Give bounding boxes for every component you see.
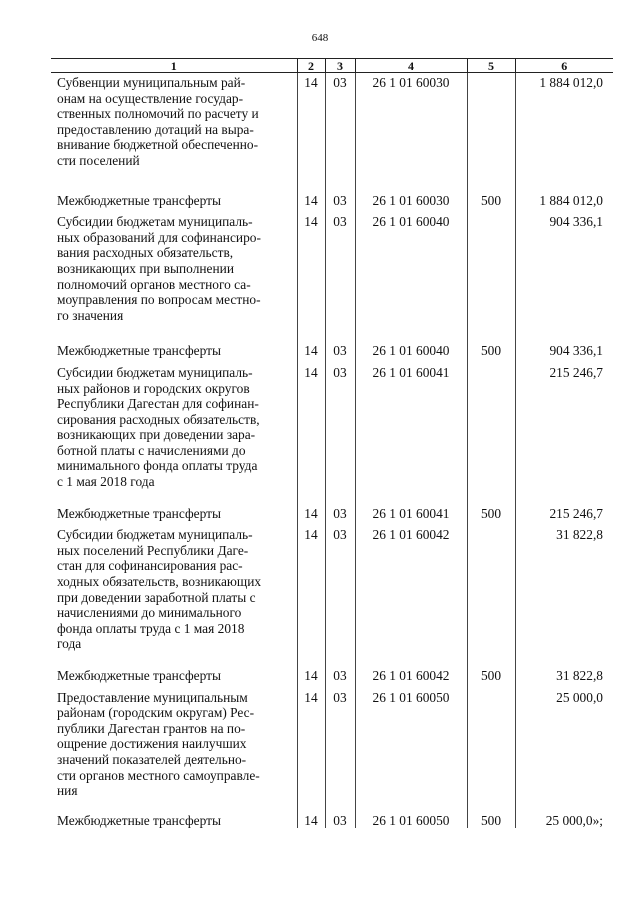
table-row [51, 73, 613, 169]
cell-subsection: 03 [325, 73, 355, 169]
cell-target-code: 26 1 01 60040 [355, 214, 467, 323]
cell-section: 14 [297, 193, 325, 209]
cell-subsection: 03 [325, 690, 355, 799]
cell-expense-type: 500 [467, 193, 515, 209]
cell-section: 14 [297, 527, 325, 652]
cell-expense-type [467, 527, 515, 652]
cell-amount: 904 336,1 [549, 343, 603, 359]
cell-description: Предоставление муниципальным районам (городским округам) Рес- публики Дагестан грантов на по- ощрение достижения наилучших значений показателей деятельно- сти органов местного самоуправле- ния [51, 690, 297, 799]
cell-expense-type: 500 [467, 668, 515, 684]
table-row [51, 813, 613, 829]
cell-subsection: 03 [325, 193, 355, 209]
cell-section: 14 [297, 506, 325, 522]
cell-description: Субсидии бюджетам муниципаль- ных образований для софинансиро- вания расходных обязательств, возникающих при выполнении полномочий органов местного са- моуправления по вопросам местно- го значения [51, 214, 297, 323]
table-row [51, 506, 613, 522]
row-spacer [51, 169, 613, 193]
budget-table [51, 58, 613, 828]
cell-target-code: 26 1 01 60030 [355, 193, 467, 209]
cell-target-code: 26 1 01 60050 [355, 813, 467, 829]
col-header-5: 5 [467, 59, 515, 73]
page-number: 648 [311, 32, 329, 44]
table-row [51, 527, 613, 652]
cell-section: 14 [297, 690, 325, 799]
cell-expense-type [467, 690, 515, 799]
cell-description: Межбюджетные трансферты [51, 343, 297, 359]
row-spacer [51, 652, 613, 668]
cell-section: 14 [297, 73, 325, 169]
col-header-3: 3 [325, 59, 355, 73]
row-spacer [51, 323, 613, 343]
cell-amount: 1 884 012,0 [539, 75, 603, 90]
cell-target-code: 26 1 01 60050 [355, 690, 467, 799]
cell-description: Межбюджетные трансферты [51, 193, 297, 209]
cell-target-code: 26 1 01 60040 [355, 343, 467, 359]
cell-amount: 31 822,8 [556, 668, 603, 683]
cell-target-code: 26 1 01 60041 [355, 365, 467, 490]
cell-section: 14 [297, 214, 325, 323]
cell-subsection: 03 [325, 668, 355, 684]
table-row [51, 365, 613, 490]
cell-subsection: 03 [325, 506, 355, 522]
col-header-1: 1 [51, 59, 297, 73]
cell-target-code: 26 1 01 60030 [355, 73, 467, 169]
cell-expense-type [467, 365, 515, 490]
cell-amount: 25 000,0 [556, 689, 603, 705]
cell-subsection: 03 [325, 214, 355, 323]
cell-description: Межбюджетные трансферты [51, 668, 297, 684]
col-header-4: 4 [355, 59, 467, 73]
cell-description: Межбюджетные трансферты [51, 506, 297, 522]
cell-section: 14 [297, 343, 325, 359]
col-header-6: 6 [515, 59, 613, 73]
cell-expense-type [467, 73, 515, 169]
table-row [51, 193, 613, 209]
cell-section: 14 [297, 365, 325, 490]
table-row [51, 690, 613, 799]
col-header-2: 2 [297, 59, 325, 73]
cell-description: Субсидии бюджетам муниципаль- ных районов и городских округов Республики Дагестан для софинан- сирования расходных обязательств, возникающих при доведении зара- ботной платы с начислениями до минимального фонда оплаты труда с 1 мая 2018 года [51, 365, 297, 490]
cell-description: Субвенции муниципальным рай- онам на осуществление государ- ственных полномочий по расчету и предоставлению дотаций на выра- внивание бюджетной обеспеченно- сти поселений [51, 73, 297, 169]
cell-subsection: 03 [325, 813, 355, 829]
table-row [51, 214, 613, 323]
cell-expense-type: 500 [467, 813, 515, 829]
cell-target-code: 26 1 01 60041 [355, 506, 467, 522]
cell-subsection: 03 [325, 343, 355, 359]
cell-expense-type: 500 [467, 506, 515, 522]
cell-target-code: 26 1 01 60042 [355, 668, 467, 684]
cell-subsection: 03 [325, 527, 355, 652]
cell-amount: 215 246,7 [549, 505, 603, 521]
cell-section: 14 [297, 668, 325, 684]
cell-amount: 215 246,7 [549, 364, 603, 380]
cell-subsection: 03 [325, 365, 355, 490]
cell-amount: 904 336,1 [549, 214, 603, 230]
cell-description: Субсидии бюджетам муниципаль- ных поселений Республики Даге- стан для софинансирования рас- ходных обязательств, возникающих при доведении заработной платы с начислениями до минимального фонда оплаты труда с 1 мая 2018 года [51, 527, 297, 652]
cell-target-code: 26 1 01 60042 [355, 527, 467, 652]
cell-amount: 25 000,0»; [545, 812, 603, 828]
table-body [51, 73, 613, 829]
table-row [51, 668, 613, 684]
row-spacer [51, 490, 613, 506]
row-spacer [51, 799, 613, 813]
cell-expense-type: 500 [467, 343, 515, 359]
cell-amount: 31 822,8 [556, 527, 603, 543]
cell-section: 14 [297, 813, 325, 829]
table-row [51, 343, 613, 359]
cell-amount: 1 884 012,0 [539, 192, 603, 208]
header-row [51, 59, 613, 73]
cell-description: Межбюджетные трансферты [51, 813, 297, 829]
cell-expense-type [467, 214, 515, 323]
